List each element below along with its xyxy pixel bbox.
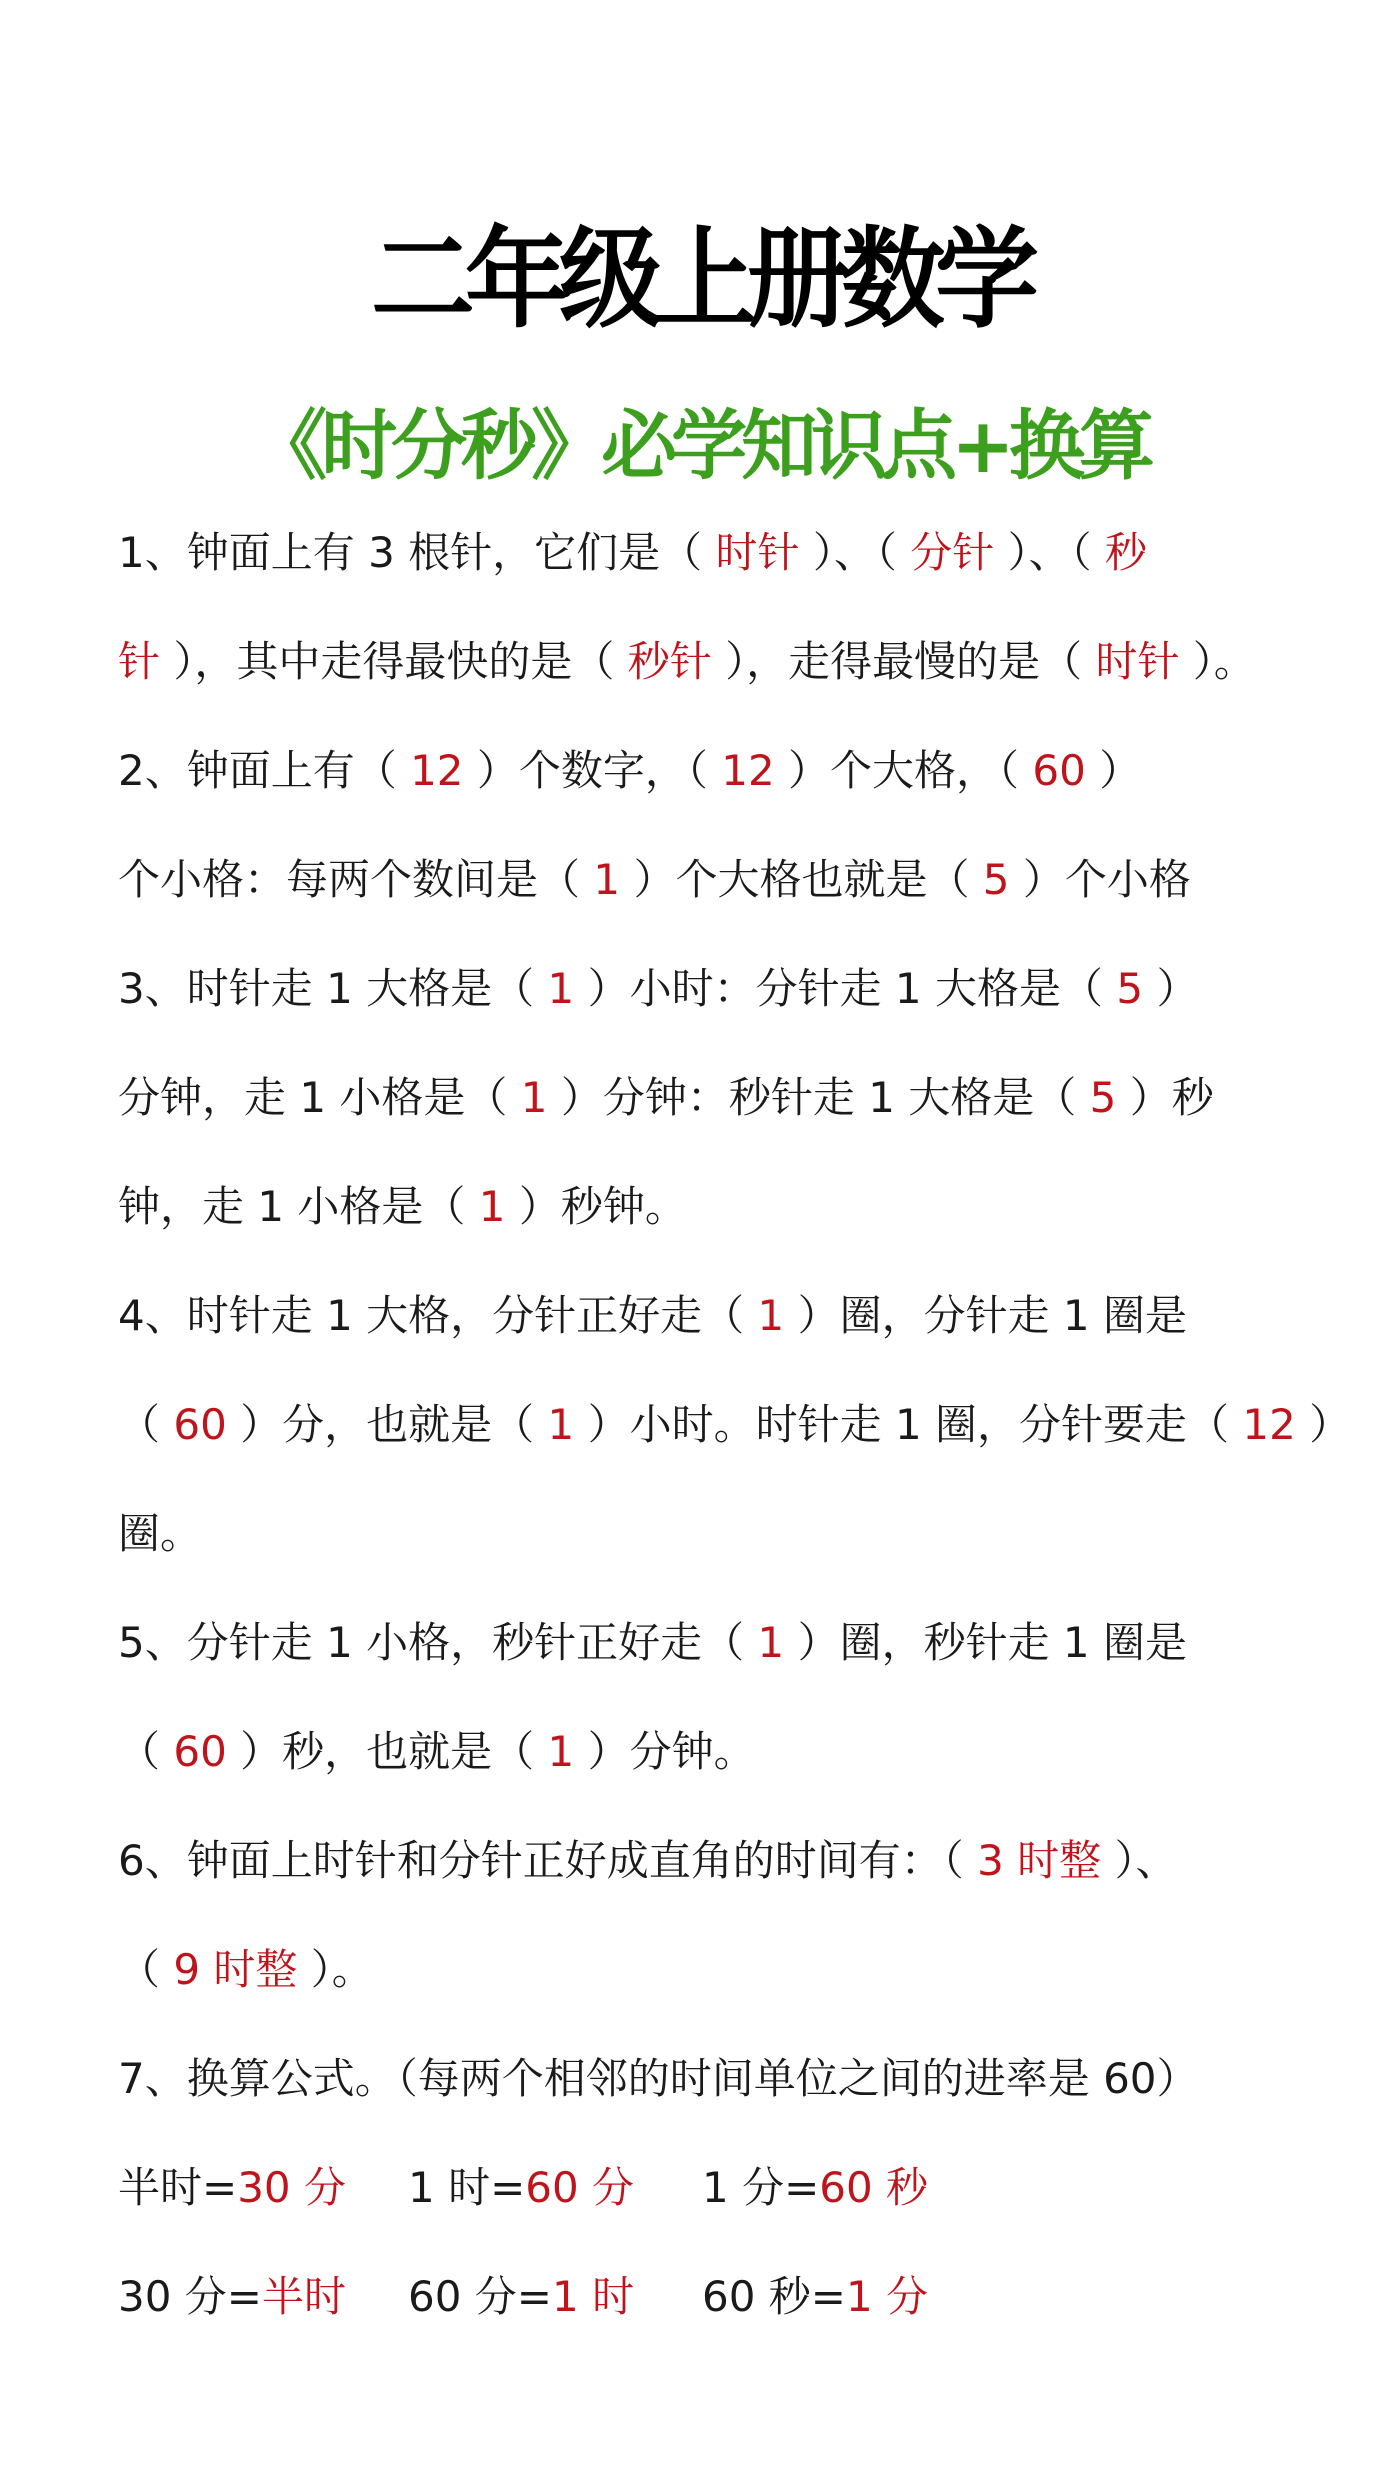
- text-line: [118, 845, 1318, 954]
- answer-text: 1: [547, 964, 575, 1013]
- question-text: 分钟，走 1 小格是（: [118, 1073, 521, 1122]
- formula-right: 30 分: [237, 2163, 346, 2212]
- question-text: ）: [1295, 1400, 1352, 1449]
- formula-right: 半时: [262, 2272, 347, 2321]
- question-text: ）、（: [994, 528, 1105, 577]
- text-line: [118, 1608, 1318, 1717]
- formula-right: 60 秒: [819, 2163, 929, 2212]
- question-text: ）圈，秒针走 1 圈是: [784, 1618, 1188, 1667]
- question-text: ）个大格，（: [774, 746, 1033, 795]
- formula-list: [118, 2153, 1318, 2371]
- question-text: 4、时针走 1 大格，分针正好走（: [118, 1291, 758, 1340]
- question-text: （: [118, 1727, 174, 1776]
- question-text: ）个大格也就是（: [620, 855, 983, 904]
- question-text: ）: [1143, 964, 1199, 1013]
- question-text: 6、钟面上时针和分针正好成直角的时间有：（: [118, 1836, 978, 1885]
- formula-left: 60 秒=: [702, 2272, 846, 2321]
- text-line: [118, 1390, 1352, 1499]
- question-text: ）、: [1101, 1836, 1178, 1885]
- answer-text: 1: [478, 1182, 506, 1231]
- answer-text: 1: [547, 1400, 575, 1449]
- question-text: ）小时：分针走 1 大格是（: [574, 964, 1117, 1013]
- question-text: 7、换算公式。（每两个相邻的时间单位之间的进率是 60）: [118, 2054, 1199, 2103]
- question-text: 圈。: [118, 1509, 203, 1558]
- question-text: ），其中走得最快的是（: [160, 637, 628, 686]
- question-text: （: [118, 1945, 174, 1994]
- formula-left: 1 时=: [408, 2163, 526, 2212]
- text-line: [118, 1499, 1318, 1608]
- answer-text: 3 时整: [977, 1836, 1102, 1885]
- text-line: [118, 1717, 1318, 1826]
- question-text: ）、（: [799, 528, 911, 577]
- formula-cell: [118, 2262, 408, 2332]
- question-text: 3、时针走 1 大格是（: [118, 964, 548, 1013]
- answer-text: 5: [1089, 1073, 1117, 1122]
- question-text: ）分钟：秒针走 1 大格是（: [547, 1073, 1090, 1122]
- formula-right: 1 分: [846, 2272, 929, 2321]
- text-line: [118, 1281, 1318, 1390]
- question-text: ）: [1085, 746, 1142, 795]
- question-text: 2、钟面上有（: [118, 746, 411, 795]
- formula-cell: [702, 2153, 962, 2223]
- answer-text: 60: [1032, 746, 1086, 795]
- text-line: [118, 736, 1318, 845]
- formula-cell: [408, 2262, 702, 2332]
- answer-text: 分针: [910, 528, 995, 577]
- text-line: [118, 518, 1318, 627]
- answer-text: 秒: [1104, 528, 1147, 577]
- question-text: ）分钟。: [574, 1727, 756, 1776]
- question-text: ）个数字，（: [463, 746, 722, 795]
- answer-text: 时针: [715, 528, 800, 577]
- answer-text: 秒针: [627, 637, 712, 686]
- formula-right: 1 时: [552, 2272, 635, 2321]
- answer-text: 针: [118, 637, 161, 686]
- question-text: ）。: [297, 1945, 374, 1994]
- answer-text: 60: [173, 1400, 227, 1449]
- answer-text: 12: [1242, 1400, 1296, 1449]
- text-line: [118, 2044, 1318, 2153]
- formula-left: 30 分=: [118, 2272, 262, 2321]
- formula-cell: [408, 2153, 702, 2223]
- question-text: ）圈，分针走 1 圈是: [784, 1291, 1188, 1340]
- question-text: ）秒钟。: [505, 1182, 687, 1231]
- formula-left: 1 分=: [702, 2163, 820, 2212]
- answer-text: 5: [1116, 964, 1144, 1013]
- question-list: [118, 518, 1352, 2153]
- answer-text: 12: [410, 746, 464, 795]
- answer-text: 9 时整: [173, 1945, 298, 1994]
- text-line: [118, 1935, 1318, 2044]
- answer-text: 1: [757, 1291, 785, 1340]
- question-text: ）秒，也就是（: [226, 1727, 548, 1776]
- text-line: [118, 627, 1318, 736]
- answer-text: 1: [593, 855, 621, 904]
- formula-cell: [118, 2153, 408, 2223]
- question-text: ）小时。时针走 1 圈，分针要走（: [574, 1400, 1243, 1449]
- question-text: 钟，走 1 小格是（: [118, 1182, 479, 1231]
- formula-cell: [702, 2262, 962, 2332]
- text-line: [118, 1172, 1318, 1281]
- question-text: 个小格：每两个数间是（: [118, 855, 594, 904]
- question-text: ）分，也就是（: [226, 1400, 548, 1449]
- answer-text: 5: [982, 855, 1010, 904]
- text-line: [118, 954, 1318, 1063]
- formula-row: [118, 2153, 1318, 2262]
- question-text: 5、分针走 1 小格，秒针正好走（: [118, 1618, 758, 1667]
- question-text: ）秒: [1116, 1073, 1214, 1122]
- formula-left: 60 分=: [408, 2272, 552, 2321]
- answer-text: 1: [757, 1618, 785, 1667]
- question-text: ）个小格: [1009, 855, 1191, 904]
- text-line: [118, 1063, 1318, 1172]
- question-text: ），走得最慢的是（: [711, 637, 1096, 686]
- question-text: （: [118, 1400, 174, 1449]
- answer-text: 60: [173, 1727, 227, 1776]
- answer-text: 1: [520, 1073, 548, 1122]
- answer-text: 时针: [1095, 637, 1180, 686]
- answer-text: 12: [721, 746, 775, 795]
- content: [118, 518, 1352, 2371]
- question-text: ）。: [1179, 637, 1256, 686]
- page-title: 二年级上册数学: [370, 215, 1029, 344]
- formula-right: 60 分: [525, 2163, 635, 2212]
- question-text: 1、钟面上有 3 根针，它们是（: [118, 528, 716, 577]
- page-subtitle: 《时分秒》必学知识点+换算: [251, 401, 1149, 490]
- formula-left: 半时=: [118, 2163, 238, 2212]
- answer-text: 1: [547, 1727, 575, 1776]
- formula-row: [118, 2262, 1318, 2371]
- text-line: [118, 1826, 1318, 1935]
